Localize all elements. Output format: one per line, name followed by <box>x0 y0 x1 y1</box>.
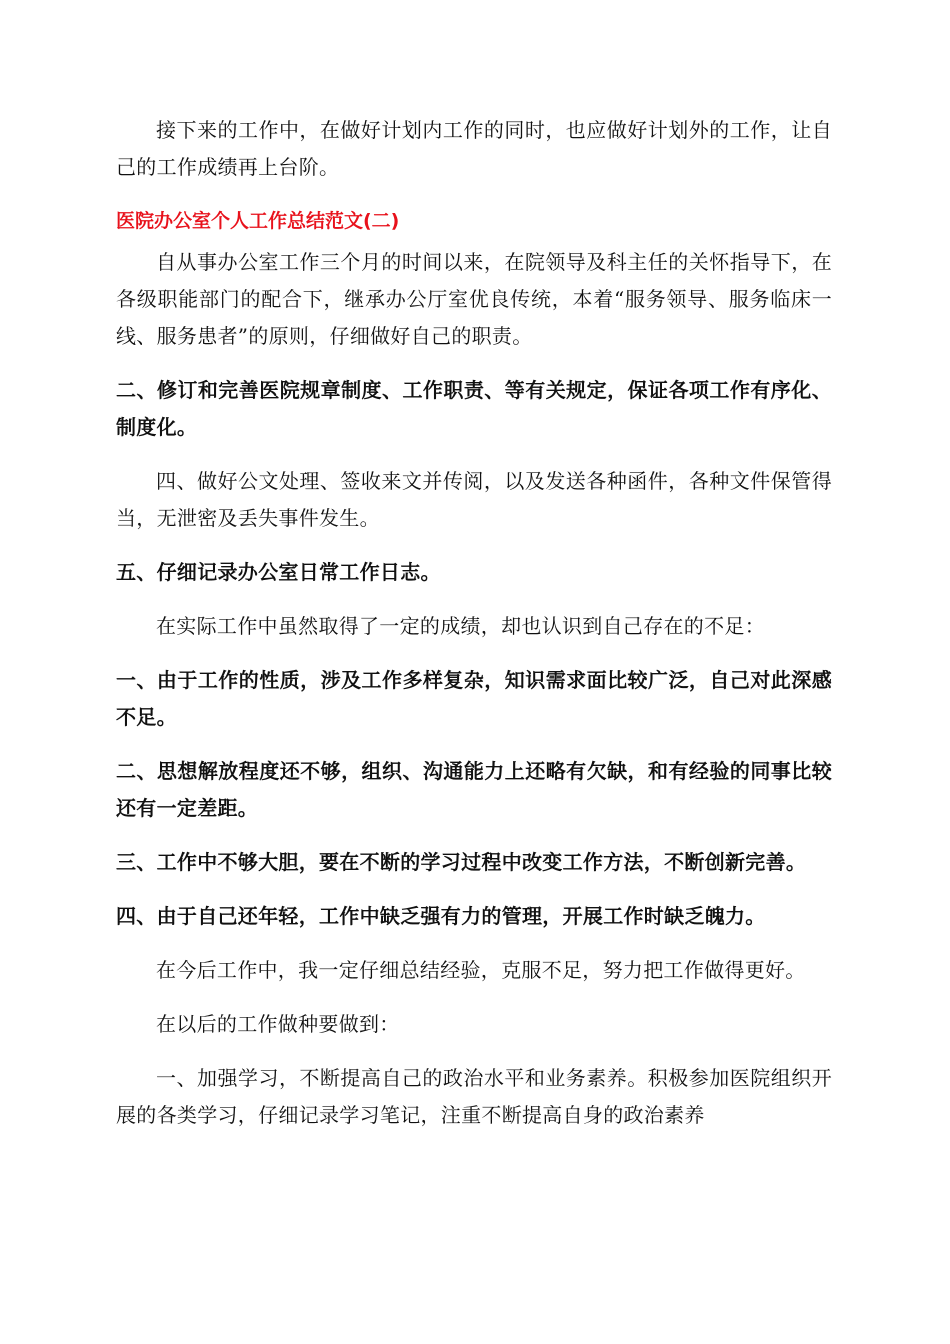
paragraph-body: 一、加强学习，不断提高自己的政治水平和业务素养。积极参加医院组织开展的各类学习，仔细记录学习笔记，注重不断提高自身的政治素养 <box>116 1066 832 1127</box>
paragraph-body: 在今后工作中，我一定仔细总结经验，克服不足，努力把工作做得更好。 <box>156 958 806 982</box>
bold-item: 二、修订和完善医院规章制度、工作职责、等有关规定，保证各项工作有序化、制度化。 <box>116 378 832 439</box>
paragraph-body: 在以后的工作做种要做到： <box>156 1012 400 1036</box>
bold-item: 二、思想解放程度还不够，组织、沟通能力上还略有欠缺，和有经验的同事比较还有一定差距。 <box>116 759 832 820</box>
paragraph-body: 自从事办公室工作三个月的时间以来，在院领导及科主任的关怀指导下，在各级职能部门的配合下，继承办公厅室优良传统，本着“服务领导、服务临床一线、服务患者”的原则，仔细做好自己的职责。 <box>116 250 832 348</box>
bold-item: 五、仔细记录办公室日常工作日志。 <box>116 560 441 584</box>
paragraph-body: 四、做好公文处理、签收来文并传阅，以及发送各种函件，各种文件保管得当，无泄密及丢失事件发生。 <box>116 469 832 530</box>
document-page <box>116 112 832 1134</box>
bold-item: 一、由于工作的性质，涉及工作多样复杂，知识需求面比较广泛，自己对此深感不足。 <box>116 668 832 729</box>
paragraph-body: 在实际工作中虽然取得了一定的成绩，却也认识到自己存在的不足： <box>156 614 765 638</box>
bold-item: 三、工作中不够大胆，要在不断的学习过程中改变工作方法，不断创新完善。 <box>116 850 807 874</box>
section-heading: 医院办公室个人工作总结范文(二) <box>116 210 400 232</box>
bold-item: 四、由于自己还年轻，工作中缺乏强有力的管理，开展工作时缺乏魄力。 <box>116 904 766 928</box>
paragraph-intro: 接下来的工作中，在做好计划内工作的同时，也应做好计划外的工作，让自己的工作成绩再上台阶。 <box>116 118 832 179</box>
